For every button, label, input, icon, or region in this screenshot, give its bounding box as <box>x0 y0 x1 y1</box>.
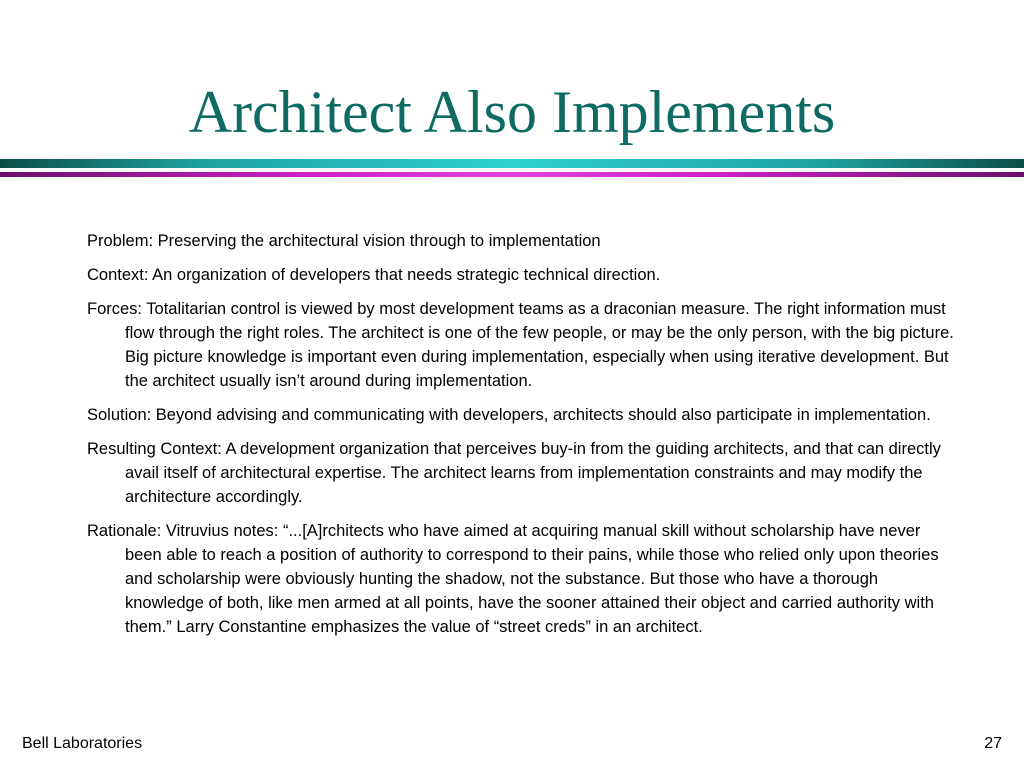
paragraph-context: Context: An organization of developers that needs strategic technical direction. <box>87 266 661 284</box>
teal-divider-rule <box>0 159 1024 168</box>
slide-title: Architect Also Implements <box>188 79 836 145</box>
paragraph-solution: Solution: Beyond advising and communicating with developers, architects should also participate in implementation. <box>87 406 931 424</box>
slide-body <box>87 229 957 649</box>
footer-organization: Bell Laboratories <box>22 735 143 752</box>
footer-page-number: 27 <box>984 735 1002 752</box>
magenta-divider-rule <box>0 172 1024 177</box>
paragraph-forces: Forces: Totalitarian control is viewed by most development teams as a draconian measure. The right information must flow through the right roles. The architect is one of the few people, or may be the only person, with the big picture. Big picture knowledge is important even during implementation, especially when using iterative development. But the architect usually isn’t around during implementation. <box>87 300 954 390</box>
paragraph-resulting-context: Resulting Context: A development organization that perceives buy-in from the guiding architects, and that can directly avail itself of architectural expertise. The architect learns from implementation constraints and may modify the architecture accordingly. <box>87 440 941 506</box>
paragraph-problem: Problem: Preserving the architectural vision through to implementation <box>87 232 601 250</box>
paragraph-rationale: Rationale: Vitruvius notes: “...[A]rchitects who have aimed at acquiring manual skill without scholarship have never been able to reach a position of authority to correspond to their pains, while those who relied only upon theories and scholarship were obviously hunting the shadow, not the substance. But those who have a thorough knowledge of both, like men armed at all points, have the sooner attained their object and carried authority with them.” Larry Constantine emphasizes the value of “street creds” in an architect. <box>87 522 939 636</box>
